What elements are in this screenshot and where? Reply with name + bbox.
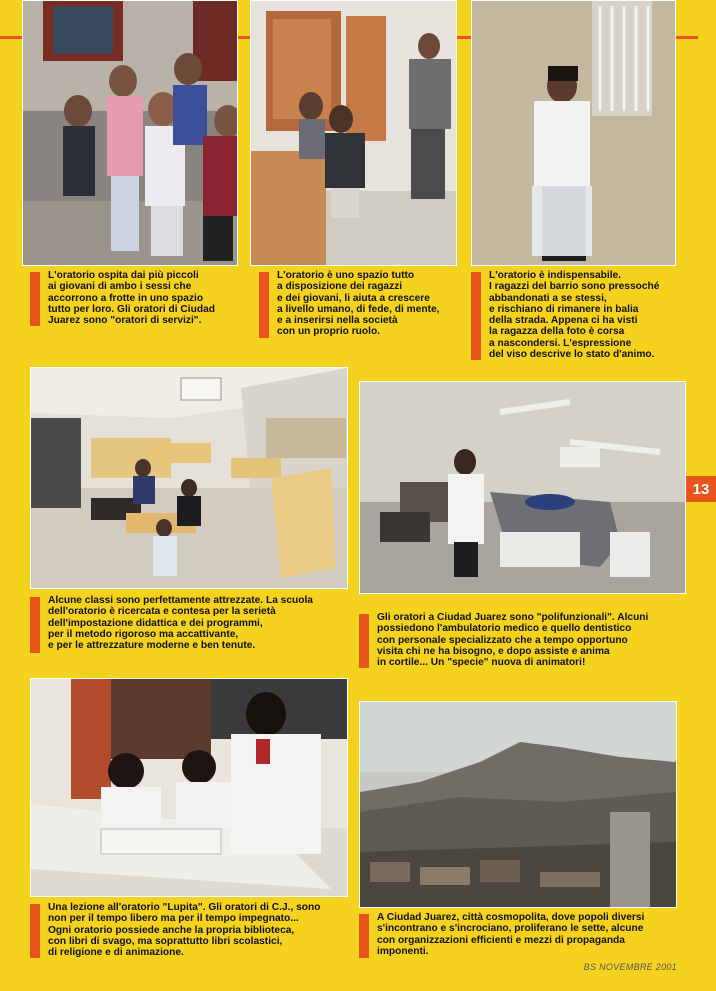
caption-text: L'oratorio ospita dai più piccoli ai giovani di ambo i sessi che accorrono a frotte in uno spazio tutto per loro. Gli oratori di Ciudad Juarez sono "oratori di servizi".	[48, 270, 215, 327]
photo-dental-clinic	[359, 381, 686, 594]
caption-text: Alcune classi sono perfettamente attrezzate. La scuola dell'oratorio è ricercata e contesa per la serietà dell'impostazione didattica e dei programmi, per il metodo rigoroso ma accattivante, e per le attrezzature moderne e ben tenute.	[48, 595, 313, 652]
caption-text: Gli oratori a Ciudad Juarez sono "polifunzionali". Alcuni possiedono l'ambulatorio medico e quello dentistico con personale specializzato che a tempo opportuno visita chi ne ha bisogno, e dopo assiste e anima in cortile... Un "specie" nuova di animatori!	[377, 612, 649, 669]
caption-marker	[471, 272, 481, 360]
caption-text: A Ciudad Juarez, città cosmopolita, dove popoli diversi s'incontrano e s'incrociano, proliferano le sette, alcune con organizzazioni efficienti e mezzi di propaganda imponenti.	[377, 912, 645, 957]
photo-ciudad-juarez-hillside	[359, 701, 677, 908]
top-rule-mid-1	[236, 36, 250, 39]
caption-marker	[30, 597, 40, 653]
caption-text: Una lezione all'oratorio "Lupita". Gli oratori di C.J., sono non per il tempo libero ma per il tempo impegnato... Ogni oratorio possiede anche la propria biblioteca, con libri di svago, ma soprattutto libri scolastici, di religione e di animazione.	[48, 902, 321, 959]
caption-girl-hiding	[471, 270, 686, 362]
caption-lesson-lupita	[30, 902, 355, 962]
photo-lesson-lupita	[30, 678, 348, 897]
top-rule-right	[674, 36, 698, 39]
photo-girl-hiding	[471, 0, 676, 266]
photo-oratory-room	[250, 0, 457, 266]
caption-marker	[30, 904, 40, 958]
page-number-tab: 13	[686, 476, 716, 502]
caption-oratory-room	[259, 270, 464, 340]
caption-text: L'oratorio è indispensabile. I ragazzi del barrio sono pressoché abbandonati a se stessi, e rischiano di rimanere in balia della strada. Appena ci ha visti la ragazza della foto è corsa a nascondersi. L'espressione del viso descrive lo stato d'animo.	[489, 270, 660, 361]
caption-ciudad-juarez	[359, 912, 684, 962]
footer-issue: BS NOVEMBRE 2001	[583, 962, 677, 972]
caption-marker	[30, 272, 40, 326]
top-rule-left	[0, 36, 22, 39]
caption-classroom	[30, 595, 355, 657]
top-rule-mid-2	[455, 36, 471, 39]
caption-marker	[359, 614, 369, 668]
photo-classroom	[30, 367, 348, 589]
caption-marker	[359, 914, 369, 958]
caption-dental-clinic	[359, 612, 684, 674]
caption-children-group	[30, 270, 245, 330]
photo-children-group	[22, 0, 238, 266]
caption-text: L'oratorio è uno spazio tutto a disposizione dei ragazzi e dei giovani, li aiuta a crescere a livello umano, di fede, di mente, e a inserirsi nella società con un proprio ruolo.	[277, 270, 440, 338]
caption-marker	[259, 272, 269, 338]
